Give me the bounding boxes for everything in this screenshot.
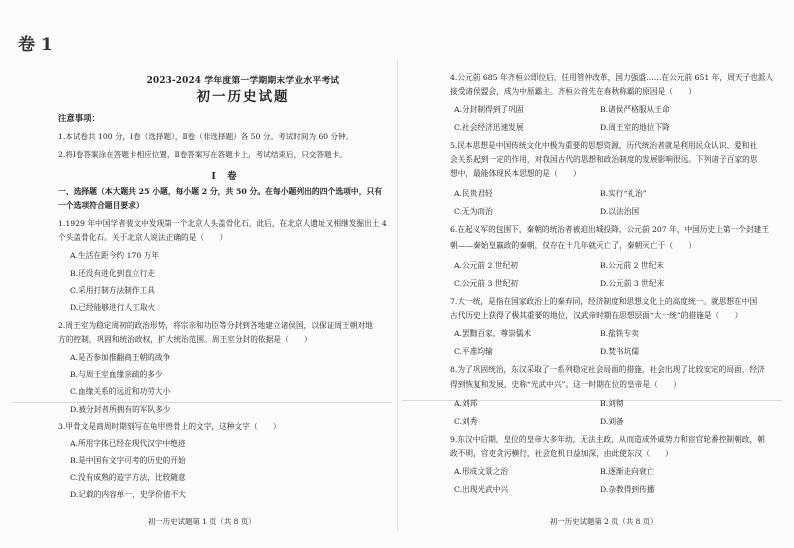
page-divider-line bbox=[12, 402, 392, 403]
option-a: A.民贵君轻 bbox=[454, 189, 493, 198]
question-stem: 接受诸侯盟会，成为中原霸主。齐桓公首先在春秋称霸的原因是（ ） bbox=[450, 87, 697, 96]
note-line: 2.将Ⅰ卷答案涂在答题卡相应位置，Ⅱ卷答案写在答题卡上，考试结束后，只交答题卡。 bbox=[58, 150, 347, 159]
option-b: B.刘彻 bbox=[600, 399, 624, 408]
option-b: B.是中国有文字可考的历史的开始 bbox=[70, 456, 186, 465]
option-a: A.形成文景之治 bbox=[454, 467, 509, 476]
option-b: B.逐渐走向衰亡 bbox=[600, 467, 655, 476]
section-instruction: 一、选择题（本大题共 25 小题，每小题 2 分，共 50 分。在每小题列出的四个选项中，只有 bbox=[58, 187, 383, 196]
question-stem: 政不明，官吏贪污横行，社会危机日益加深，由此使东汉（ ） bbox=[450, 449, 673, 458]
question-stem: 2.周王室为稳定周初的政治形势，将宗亲和功臣等分封到各地建立诸侯国，以保证周王朝对地 bbox=[58, 321, 373, 330]
option-d: D.已经能够进行人工取火 bbox=[70, 303, 156, 312]
option-c: C.采用打制方法制作工具 bbox=[70, 286, 155, 295]
option-d: D.焚书坑儒 bbox=[600, 347, 640, 356]
option-b: B.公元前 2 世纪末 bbox=[600, 261, 664, 270]
subject-title: 初一历史试题 bbox=[196, 89, 290, 105]
question-stem: 个头盖骨化石。关于北京人说法正确的是（ ） bbox=[58, 233, 228, 242]
question-stem: 4.公元前 685 年齐桓公即位后，任用管仲改革，国力强盛……在公元前 651 年，周天子也派人 bbox=[450, 73, 774, 82]
volume-label: 卷 1 bbox=[18, 35, 53, 55]
option-c: C.社会经济迅速发展 bbox=[454, 123, 524, 132]
question-stem: 得到恢复和发展，史称“光武中兴”。这一时期在位的皇帝是（ ） bbox=[450, 380, 681, 389]
option-b: B.实行“礼治” bbox=[600, 189, 647, 198]
option-a: A.公元前 2 世纪初 bbox=[454, 261, 518, 270]
option-c: C.无为而治 bbox=[454, 207, 493, 216]
question-stem: 9.东汉中后期，皇位的皇帝大多年幼，无法主政，从而造成外戚势力和宦官轮番控制朝政，朝 bbox=[450, 435, 765, 444]
option-d: D.记载的内容单一，史学价值不大 bbox=[70, 490, 186, 499]
section-heading: Ⅰ 卷 bbox=[211, 171, 241, 182]
note-line: 1.本试卷共 100 分，Ⅰ卷（选择题），Ⅱ卷（非选择题）各 50 分。考试时间为 60 分钟。 bbox=[58, 132, 354, 141]
page-footer: 初一历史试题第 1 页（共 8 页） bbox=[148, 517, 256, 526]
option-c: C.刘秀 bbox=[454, 417, 478, 426]
option-a: A.刘邦 bbox=[454, 399, 478, 408]
exam-title: 2023-2024 学年度第一学期期末学业水平考试 bbox=[146, 76, 340, 86]
option-a: A.是否参加推翻商王朝的战争 bbox=[70, 353, 171, 362]
option-d: D.周王室的地位下降 bbox=[600, 123, 670, 132]
option-d: D.被分封者所拥有的军队多少 bbox=[70, 405, 171, 414]
option-b: B.还没有进化到直立行走 bbox=[70, 269, 155, 278]
option-b: B.诸侯严格服从王命 bbox=[600, 105, 670, 114]
question-stem: 古代历史上获得了极其重要的地位，汉武帝时期在思想层面“大一统”的措施是（ ） bbox=[450, 311, 743, 320]
question-stem: 方的控制，巩固和统治政权，扩大统治范围。周王室分封的依据是（ ） bbox=[58, 335, 312, 344]
question-stem: 7.大一统，是指在国家政治上的秦弃同，经济制度和思想文化上的高度统一。就思想在中国 bbox=[450, 297, 758, 306]
page-footer: 初一历史试题第 2 页（共 8 页） bbox=[550, 517, 658, 526]
question-stem: 1.1929 年中国学者裴文中发现第一个北京人头盖骨化石，此后，在北京人遗址又相继发掘出土 4 bbox=[58, 219, 387, 228]
option-d: D.以法治国 bbox=[600, 207, 640, 216]
option-c: C.出现光武中兴 bbox=[454, 485, 509, 494]
option-a: A.生活在距今约 170 万年 bbox=[70, 251, 160, 260]
question-stem: 朝——秦始皇嬴政的秦朝，仅存在十几年就灭亡了，秦朝灭亡于（ ） bbox=[450, 241, 697, 250]
question-stem: 想中，最能体现民本思想的是（ ） bbox=[450, 169, 581, 178]
option-c: C.公元前 3 世纪初 bbox=[454, 279, 518, 288]
option-d: D.刘备 bbox=[600, 417, 624, 426]
page-fold-divider bbox=[397, 60, 398, 530]
option-c: C.没有成熟的造字方法，比较随意 bbox=[70, 473, 186, 482]
option-b: B.盐铁专卖 bbox=[600, 329, 639, 338]
option-c: C.平准均输 bbox=[454, 347, 493, 356]
option-a: A.分封制得到了巩固 bbox=[454, 105, 524, 114]
question-stem: 5.民本思想是中国传统文化中极为重要的思想资源，历代统治者就是利用民众认识、爱和社 bbox=[450, 141, 758, 150]
notes-heading: 注意事项： bbox=[58, 113, 100, 123]
question-stem: 6.在起义军的包围下，秦朝的统治者被迫出城投降，公元前 207 年，中国历史上第一个封建王 bbox=[450, 225, 770, 234]
question-stem: 3.甲骨文是商周时期刻写在龟甲兽骨上的文字，这种文字（ ） bbox=[58, 422, 281, 431]
option-c: C.血缘关系的远近和功劳大小 bbox=[70, 387, 171, 396]
question-stem: 8.为了巩固统治，东汉采取了一系列稳定社会局面的措施，社会出现了比较安定的局面，经济 bbox=[450, 365, 765, 374]
option-d: D.杂教得到传播 bbox=[600, 485, 655, 494]
option-a: A.罢黜百家，尊崇儒术 bbox=[454, 329, 532, 338]
option-b: B.与周王室血缘亲疏的多少 bbox=[70, 370, 163, 379]
section-instruction: 一个选项符合题目要求） bbox=[58, 201, 144, 210]
option-d: D.公元前 3 世纪末 bbox=[600, 279, 665, 288]
option-a: A.所用字体已经在现代汉字中绝迹 bbox=[70, 439, 186, 448]
question-stem: 会关系起到一定的作用，对我国古代的思想和政治制度的发展影响很远。下列诸子百家的思 bbox=[450, 155, 758, 164]
